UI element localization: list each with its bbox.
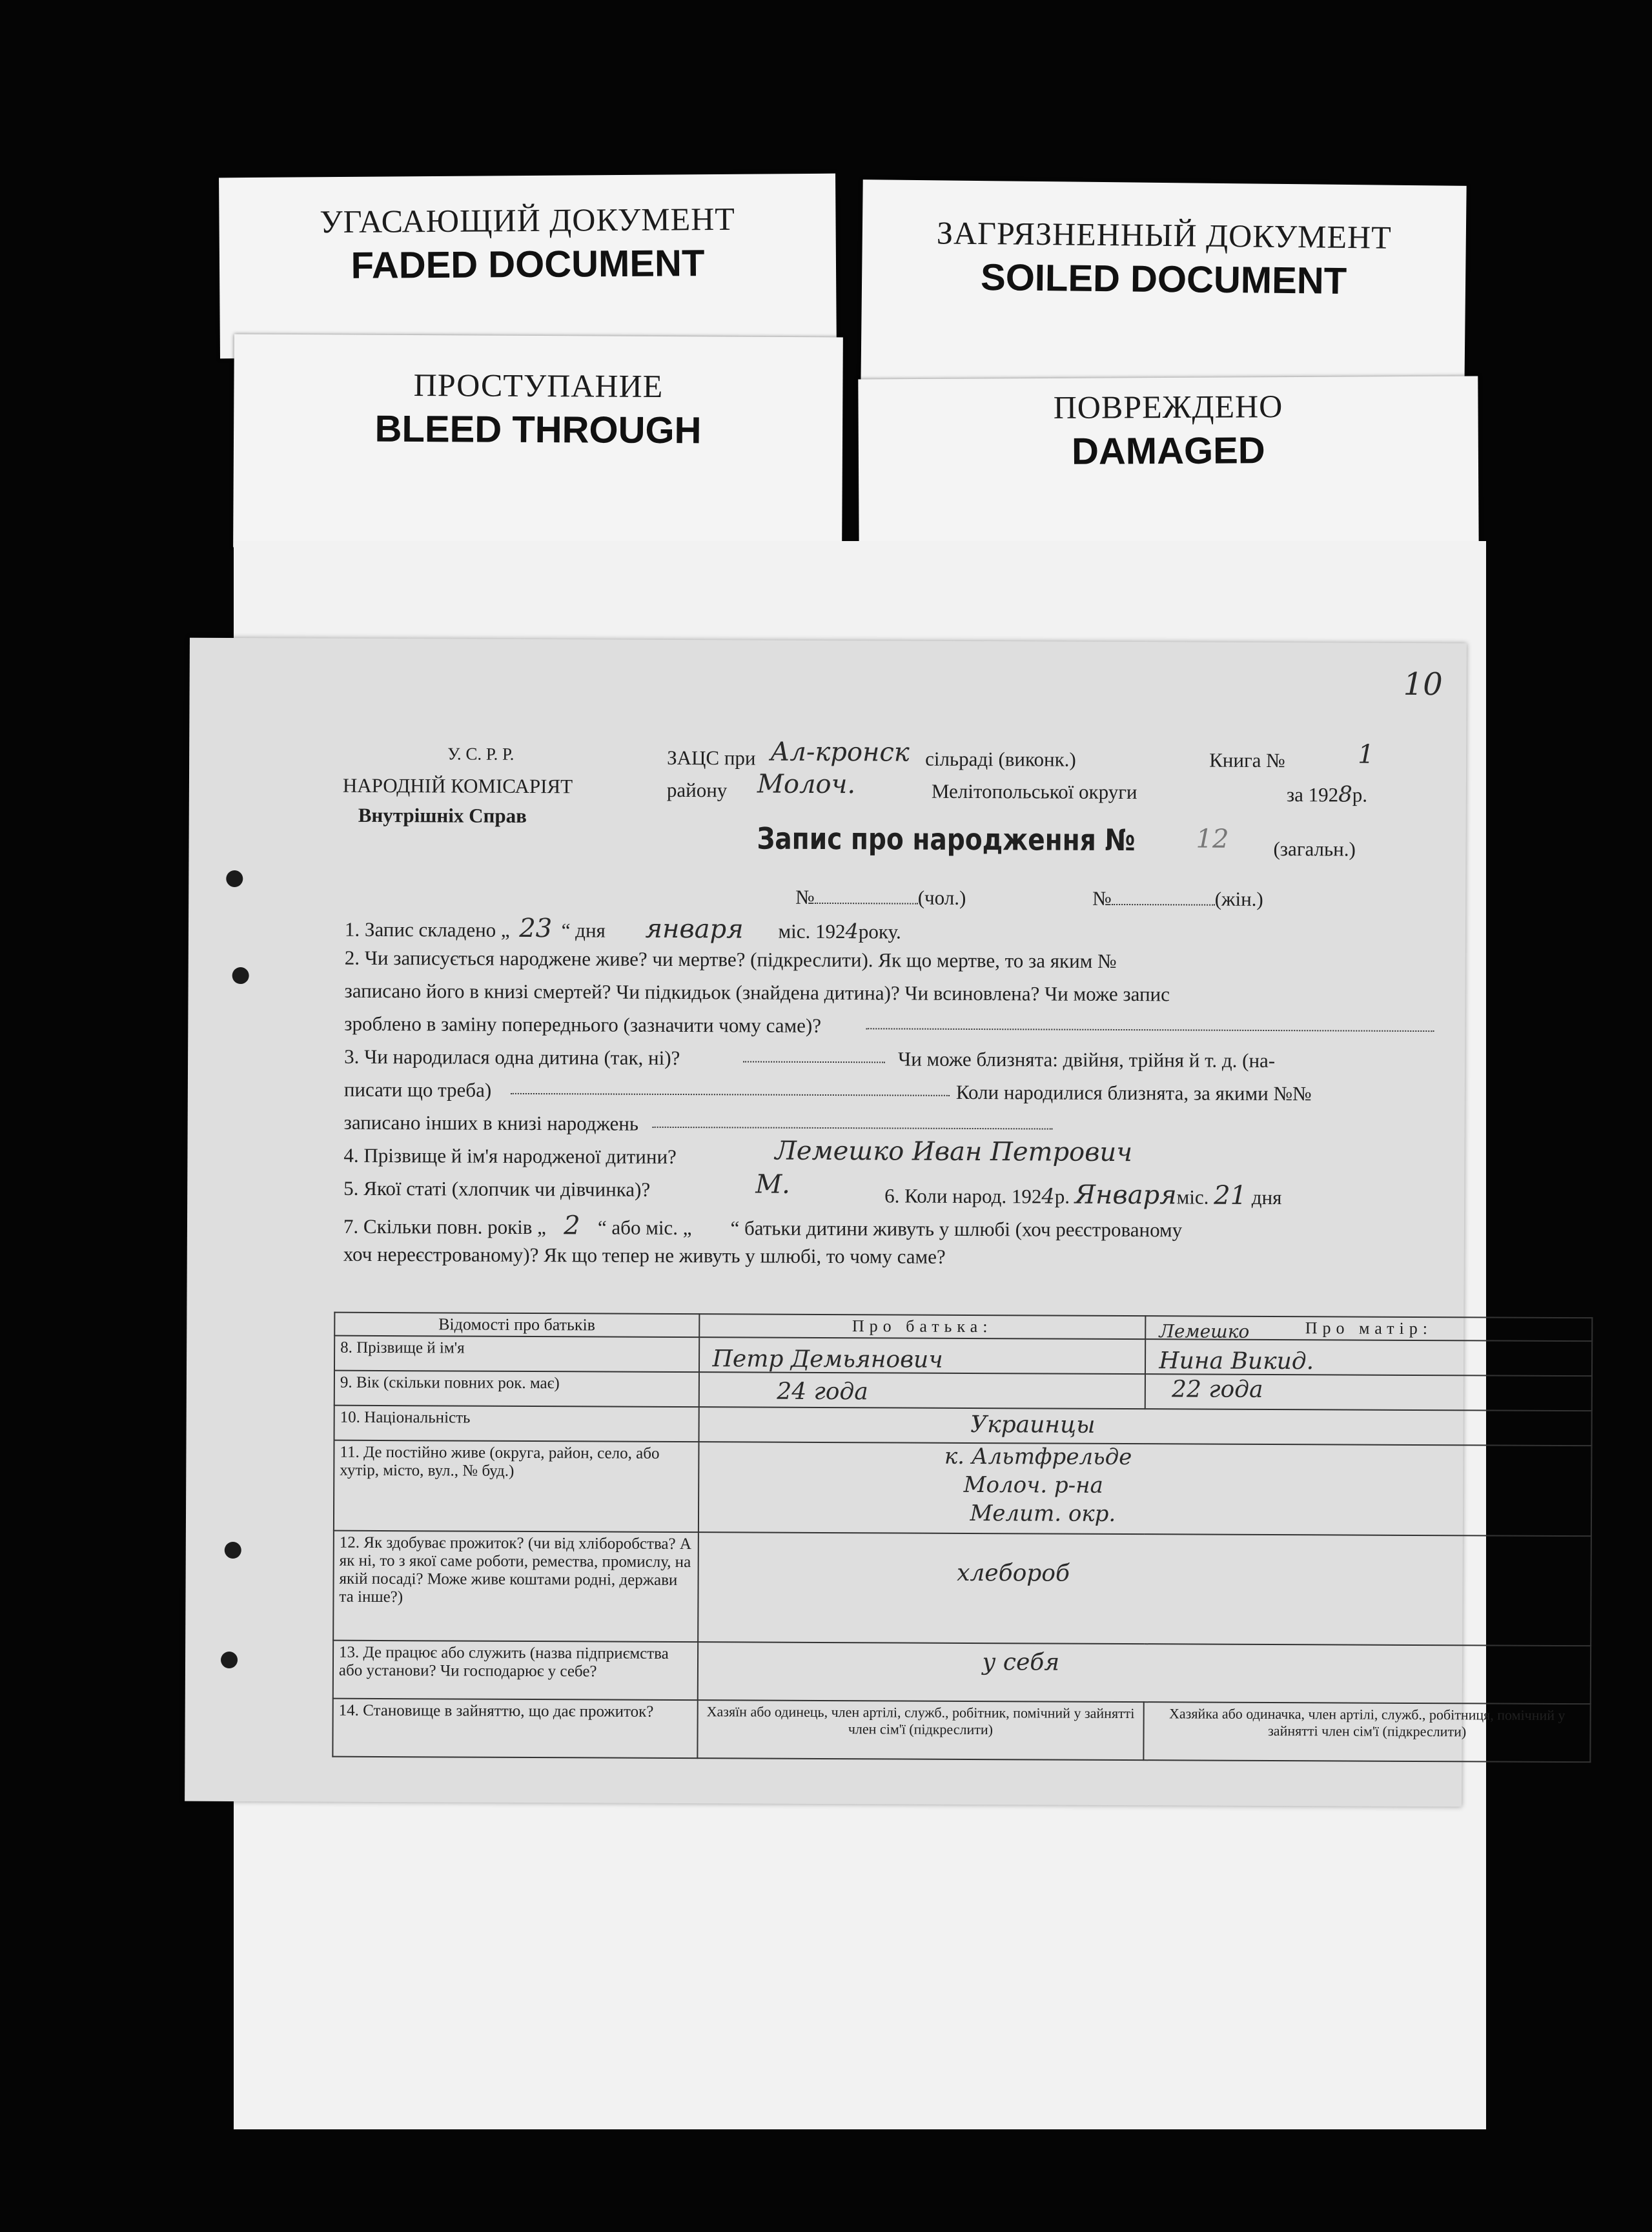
bleed-through-card <box>233 334 843 551</box>
nationality: Украинцы <box>970 1411 1096 1439</box>
line1-text: 1. Запис складено „ <box>344 917 510 941</box>
line-1 <box>345 913 901 945</box>
birth-month: Января <box>1074 1180 1177 1211</box>
dotted-line <box>815 903 918 905</box>
card-faded-ru: УГАСАЮЩИЙ ДОКУМЕНТ <box>320 200 736 240</box>
occupation-cell <box>698 1532 1591 1646</box>
sheet-number: 10 <box>1403 666 1443 703</box>
header-ussr: У. С. Р. Р. <box>447 744 515 764</box>
line-3c: писати що треба) <box>343 1078 492 1101</box>
row-14-label: 14. Становище в зайняттю, що дає прожиток? <box>332 1699 697 1758</box>
record-number: 12 <box>1196 824 1229 854</box>
year-label <box>1287 781 1367 808</box>
card-soiled-ru: ЗАГРЯЗНЕННЫЙ ДОКУМЕНТ <box>936 214 1392 256</box>
damaged-card <box>858 376 1478 553</box>
mother-surname: Лемешко <box>1159 1320 1250 1342</box>
row-8-label: 8. Прізвище й ім'я <box>334 1336 699 1372</box>
village-value: Ал-кронск <box>770 737 910 768</box>
line7-text3: “ батьки дитини живуть у шлюбі (хоч реєстрованому <box>730 1216 1183 1242</box>
line6-text3: міс. <box>1176 1185 1209 1209</box>
row-12-label: 12. Як здобуває прожиток? (чи від хліборобства? А як ні, то з якої саме роботи, ремества, промислу, на якій посаді? Може живе коштами родні, держави та інше?) <box>333 1531 698 1642</box>
table-header-father: Про батька: <box>699 1314 1146 1339</box>
punch-hole <box>232 967 249 984</box>
punch-hole <box>225 1542 241 1559</box>
line-4: 4. Прізвище й ім'я народженої дитини? <box>343 1143 677 1168</box>
row-13-label: 13. Де працює або служить (назва підприємства або установи? Чи господарює у себе? <box>333 1641 698 1700</box>
female-no <box>1092 887 1263 911</box>
row-9-label: 9. Вік (скільки повних рок. має) <box>334 1371 699 1407</box>
no-sign: № <box>1092 886 1112 910</box>
residence-cell <box>698 1442 1591 1536</box>
year-label-text: за 192 <box>1286 783 1339 806</box>
line1-text4: року. <box>858 920 901 943</box>
zags-prefix: ЗАЦС при <box>667 746 756 770</box>
marriage-years: 2 <box>564 1211 580 1241</box>
female-no-label: (жін.) <box>1214 887 1263 910</box>
father-name-cell <box>699 1337 1145 1374</box>
workplace: у себя <box>982 1649 1060 1676</box>
card-soiled-en: SOILED DOCUMENT <box>980 256 1347 302</box>
dotted-line <box>1112 904 1215 906</box>
line7-text: 7. Скільки повн. років „ <box>343 1214 547 1239</box>
line-3e: записано інших в книзі народжень <box>343 1111 639 1135</box>
punch-hole <box>221 1652 238 1668</box>
birth-day: 21 <box>1214 1180 1247 1211</box>
book-label: Книга № <box>1209 748 1285 772</box>
header-internal-affairs: Внутрішніх Справ <box>358 803 527 827</box>
record-title: Запис про народження № <box>757 821 1136 858</box>
line7-text2: “ або міс. „ <box>597 1216 692 1240</box>
dotted-line <box>866 1028 1434 1032</box>
line-5: 5. Якої статі (хлопчик чи дівчинка)? <box>343 1176 651 1201</box>
okrug-label: Мелітопольської округи <box>931 779 1137 804</box>
line6-text: 6. Коли народ. 192 <box>884 1184 1042 1208</box>
male-no-label: (чол.) <box>917 886 966 909</box>
record-month: января <box>645 914 744 945</box>
residence-village: к. Альтфрельде <box>944 1443 1132 1471</box>
district-value: Молоч. <box>757 769 856 800</box>
district-label: району <box>666 778 728 802</box>
table-header-info: Відомості про батьків <box>334 1313 699 1337</box>
line-7 <box>343 1210 1182 1244</box>
line-3d: Коли народилися близнята, за якими №№ <box>955 1080 1312 1105</box>
book-number: 1 <box>1358 739 1374 770</box>
line6-text2: р. <box>1054 1185 1070 1208</box>
birth-record-sheet <box>185 638 1565 1807</box>
line-7d: хоч нереєстрованому)? Як що тепер не живуть у шлюбі, то чому саме? <box>343 1242 946 1268</box>
year-suffix: р. <box>1352 783 1368 806</box>
faded-document-card <box>219 174 837 359</box>
record-day: 23 <box>519 913 553 944</box>
mother-age-cell <box>1145 1374 1592 1411</box>
row-10-label: 10. Національність <box>334 1406 699 1442</box>
father-status: Хазяїн або одинець, член артілі, служб., робітник, помічний у зайнятті член сім'ї (підкреслити) <box>697 1700 1144 1760</box>
birth-year-digit: 4 <box>1041 1183 1055 1209</box>
male-no <box>795 886 966 910</box>
mother-name: Нина Викид. <box>1159 1347 1314 1375</box>
header-commissariat: НАРОДНІЙ КОМІСАРІЯТ <box>342 773 573 798</box>
line1-text3: міс. 192 <box>778 919 846 943</box>
residence-district: Молоч. р-на <box>963 1471 1103 1499</box>
line1-text2: “ дня <box>561 919 606 942</box>
punch-hole <box>226 870 243 887</box>
card-bleed-en: BLEED THROUGH <box>374 407 702 452</box>
workplace-cell <box>697 1642 1591 1704</box>
nationality-cell <box>699 1407 1592 1446</box>
dotted-line <box>653 1127 1053 1130</box>
row-11-label: 11. Де постійно живе (округа, район, село, або хутір, місто, вул., № буд.) <box>334 1440 699 1532</box>
occupation: хлебороб <box>957 1559 1070 1587</box>
table-header-mother: Про матір: <box>1145 1316 1592 1341</box>
parents-table <box>332 1312 1593 1763</box>
line-3: 3. Чи народилася одна дитина (так, ні)? <box>344 1045 680 1070</box>
card-damaged-ru: ПОВРЕЖДЕНО <box>1053 388 1283 425</box>
child-name: Лемешко Иван Петрович <box>775 1136 1133 1168</box>
year-digit: 8 <box>1338 781 1352 808</box>
no-sign: № <box>795 885 815 908</box>
line-2: 2. Чи записується народжене живе? чи мертве? (підкреслити). Як що мертве, то за яким № <box>344 946 1117 972</box>
dotted-line <box>743 1061 885 1063</box>
soiled-document-card <box>861 179 1466 396</box>
father-age-cell <box>699 1372 1145 1409</box>
card-bleed-ru: ПРОСТУПАНИЕ <box>413 366 664 405</box>
line-2b: записано його в книзі смертей? Чи підкидьок (знайдена дитина)? Чи всиновлена? Чи може запис <box>344 979 1170 1006</box>
mother-status: Хазяйка або одиначка, член артілі, служб., робітниця, помічний у зайнятті член сім'ї (підкреслити) <box>1144 1702 1591 1762</box>
card-faded-en: FADED DOCUMENT <box>351 242 705 287</box>
father-name: Петр Демьянович <box>712 1346 943 1373</box>
card-damaged-en: DAMAGED <box>1071 429 1265 473</box>
total-label: (загальн.) <box>1273 837 1356 861</box>
line-6 <box>884 1179 1281 1211</box>
child-sex: М. <box>755 1169 791 1200</box>
line-3b: Чи може близнята: двійня, трійня й т. д. (на- <box>898 1047 1276 1072</box>
record-year-digit: 4 <box>845 919 859 944</box>
council-suffix: сільраді (виконк.) <box>925 747 1076 771</box>
father-age: 24 года <box>777 1378 868 1406</box>
dotted-line <box>511 1093 950 1096</box>
mother-age: 22 года <box>1172 1376 1263 1403</box>
residence-okrug: Мелит. окр. <box>970 1500 1116 1527</box>
line-2c: зроблено в заміну попереднього (зазначити чому саме)? <box>344 1012 822 1037</box>
line6-text4: дня <box>1251 1185 1282 1209</box>
